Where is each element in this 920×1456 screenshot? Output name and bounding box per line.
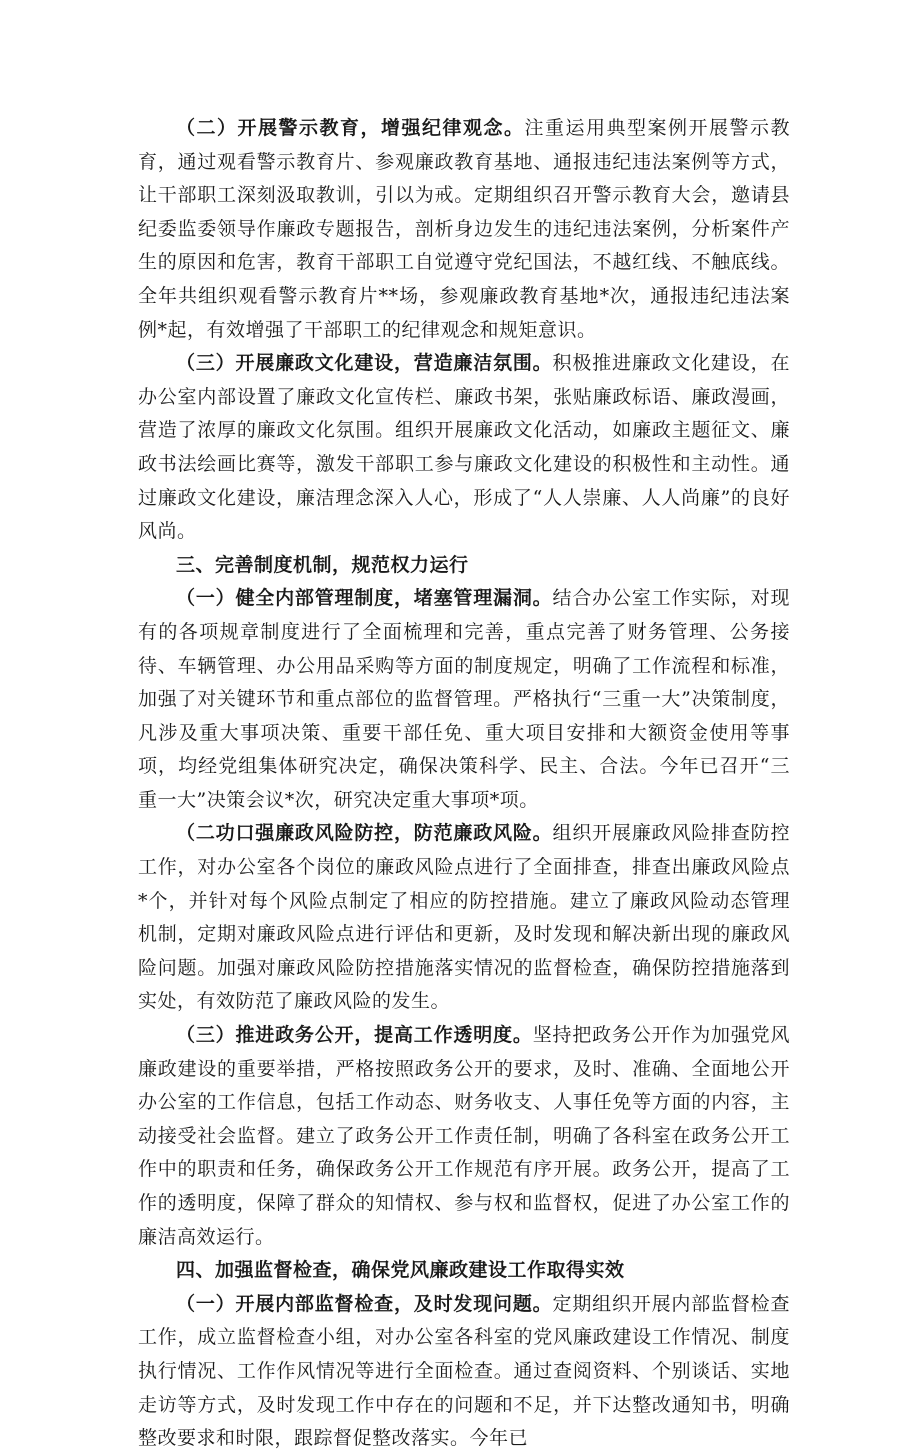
paragraph-warning-education: [138, 112, 790, 347]
paragraph-internal-inspection: [138, 1288, 790, 1456]
section-heading-3: 三、完善制度机制，规范权力运行: [176, 553, 469, 576]
paragraph-lead: （二）开展警示教育，增强纪律观念。: [176, 117, 525, 139]
paragraph-lead: （三）开展廉政文化建设，营造廉洁氛围。: [176, 352, 553, 375]
paragraph-body: 组织开展廉政风险排查防控工作，对办公室各个岗位的廉政风险点进行了全面排查，排查出廉政风险点*个，并针对每个风险点制定了相应的防控措施。建立了廉政风险动态管理机制，定期对廉政风险点进行评估和更新，及时发现和解决新出现的廉政风险问题。加强对廉政风险防控措施落实情况的监督检查，确保防控措施落到实处，有效防范了廉政风险的发生。: [138, 822, 790, 1013]
paragraph-lead: （一）健全内部管理制度，堵塞管理漏洞。: [176, 587, 553, 610]
paragraph-risk-control: [138, 817, 790, 1019]
paragraph-body: 定期组织开展内部监督检查工作，成立监督检查小组，对办公室各科室的党风廉政建设工作情况、制度执行情况、工作作风情况等进行全面检查。通过查阅资料、个别谈话、实地走访等方式，及时发现工作中存在的问题和不足，并下达整改通知书，明确整改要求和时限，跟踪督促整改落实。今年已: [138, 1292, 790, 1450]
paragraph-government-openness: [138, 1019, 790, 1254]
paragraph-body: 积极推进廉政文化建设，在办公室内部设置了廉政文化宣传栏、廉政书架，张贴廉政标语、廉政漫画，营造了浓厚的廉政文化氛围。组织开展廉政文化活动，如廉政主题征文、廉政书法绘画比赛等，激发干部职工参与廉政文化建设的积极性和主动性。通过廉政文化建设，廉洁理念深入人心，形成了“人人崇廉、人人尚廉”的良好风尚。: [138, 352, 790, 543]
paragraph-integrity-culture: [138, 347, 790, 549]
paragraph-internal-rules: [138, 582, 790, 817]
paragraph-lead: （一）开展内部监督检查，及时发现问题。: [176, 1292, 553, 1315]
paragraph-body: 结合办公室工作实际，对现有的各项规章制度进行了全面梳理和完善，重点完善了财务管理、公务接待、车辆管理、办公用品采购等方面的制度规定，明确了工作流程和标准，加强了对关键环节和重点部位的监督管理。严格执行“三重一大”决策制度，凡涉及重大事项决策、重要干部任免、重大项目安排和大额资金使用等事项，均经党组集体研究决定，确保决策科学、民主、合法。今年已召开“三重一大”决策会议*次，研究决定重大事项*项。: [138, 587, 790, 811]
paragraph-body: 注重运用典型案例开展警示教育，通过观看警示教育片、参观廉政教育基地、通报违纪违法案例等方式，让干部职工深刻汲取教训，引以为戒。定期组织召开警示教育大会，邀请县纪委监委领导作廉政专题报告，剖析身边发生的违纪违法案例，分析案件产生的原因和危害，教育干部职工自觉遵守党纪国法，不越红线、不触底线。全年共组织观看警示教育片**场，参观廉政教育基地*次，通报违纪违法案例*起，有效增强了干部职工的纪律观念和规矩意识。: [138, 117, 790, 341]
paragraph-lead: （二功口强廉政风险防控，防范廉政风险。: [176, 822, 553, 845]
paragraph-body: 坚持把政务公开作为加强党风廉政建设的重要举措，严格按照政务公开的要求，及时、准确、全面地公开办公室的工作信息，包括工作动态、财务收支、人事任免等方面的内容，主动接受社会监督。建立了政务公开工作责任制，明确了各科室在政务公开工作中的职责和任务，确保政务公开工作规范有序开展。政务公开，提高了工作的透明度，保障了群众的知情权、参与权和监督权，促进了办公室工作的廉洁高效运行。: [138, 1024, 790, 1248]
section-heading-4: 四、加强监督检查，确保党风廉政建设工作取得实效: [176, 1259, 625, 1282]
paragraph-lead: （三）推进政务公开，提高工作透明度。: [176, 1024, 533, 1047]
